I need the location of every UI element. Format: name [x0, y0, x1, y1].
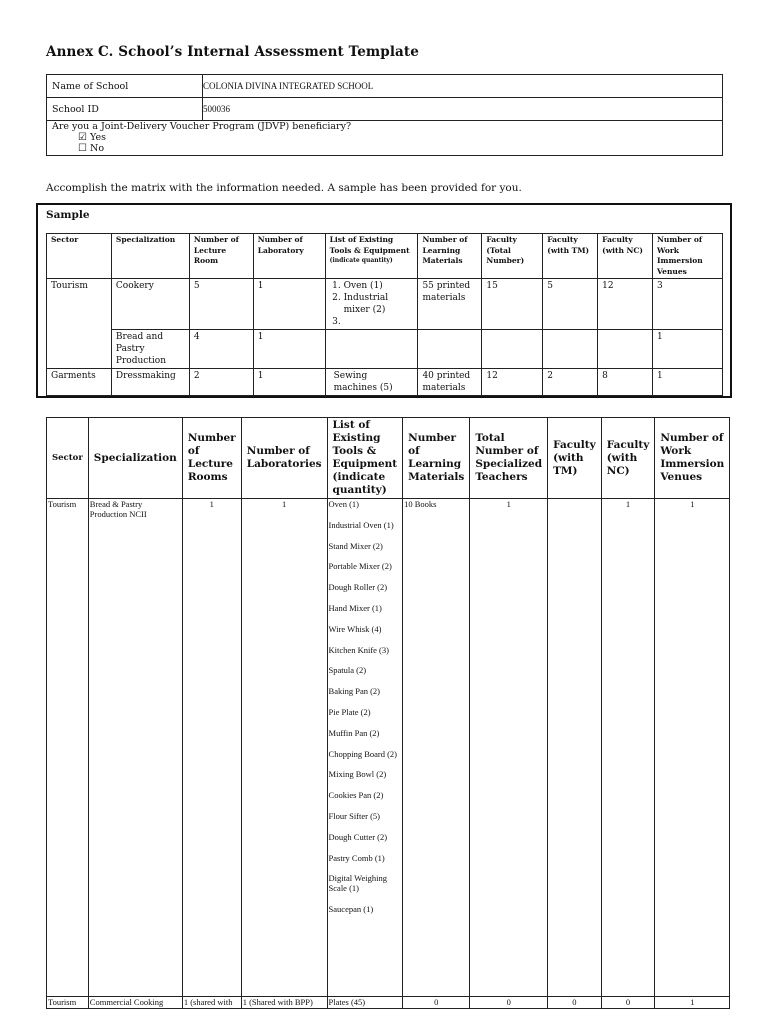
header-materials: Number of Learning Materials: [403, 418, 470, 499]
header-specialized-teachers: Total Number of Specialized Teachers: [470, 418, 548, 499]
cell-faculty-nc: 0: [601, 997, 655, 1009]
no-label: No: [90, 143, 105, 154]
cell-sector: Tourism: [47, 997, 89, 1009]
list-item: Dough Roller (2): [328, 582, 388, 593]
list-item: Wire Whisk (4): [328, 623, 382, 634]
cell-specialized-teachers: 1: [470, 499, 548, 997]
list-item: 1. Oven (1): [344, 280, 414, 292]
list-item: Spatula (2): [328, 665, 367, 676]
instruction-text: Accomplish the matrix with the information needed. A sample has been provided for you.: [46, 182, 522, 194]
cell-lecture: 1 (shared with: [182, 997, 241, 1009]
sample-cell-venues: 1: [653, 369, 723, 396]
list-item: Portable Mixer (2): [328, 561, 392, 572]
sample-cell-tools: Sewing machines (5): [325, 369, 418, 396]
sample-header-venues: Number of Work Immersion Venues: [653, 234, 723, 279]
list-item: Mixing Bowl (2): [328, 769, 387, 780]
sample-cell-sector: Tourism: [47, 279, 112, 369]
list-item: 2. Industrial mixer (2): [344, 292, 414, 316]
sample-cell-lab: 1: [253, 330, 325, 369]
sample-header-tools-label: List of Existing Tools & Equipment: [329, 235, 410, 255]
header-faculty-nc: Faculty (with NC): [601, 418, 655, 499]
list-item: Digital Weighing Scale (1): [328, 873, 387, 894]
list-item: Flour Sifter (5): [328, 810, 381, 821]
cell-venues: 1: [655, 499, 730, 997]
list-item: Baking Pan (2): [328, 686, 381, 697]
cell-lecture: 1: [182, 499, 241, 997]
list-item: Dough Cutter (2): [328, 831, 388, 842]
page-title: Annex C. School’s Internal Assessment Template: [46, 44, 419, 60]
sample-box: [36, 203, 732, 398]
sample-cell-lecture: 5: [189, 279, 253, 330]
yes-label: Yes: [90, 132, 106, 143]
cell-materials: 10 Books: [403, 499, 470, 997]
table-row: [47, 997, 730, 1009]
sample-header-faculty-nc: Faculty (with NC): [598, 234, 653, 279]
table-row: [47, 330, 723, 369]
school-id-label: School ID: [47, 98, 203, 121]
cell-specialized-teachers: 0: [470, 997, 548, 1009]
sample-cell-nc: 12: [598, 279, 653, 330]
sample-cell-total: [482, 330, 543, 369]
sample-cell-tm: 2: [543, 369, 598, 396]
list-item: Stand Mixer (2): [328, 540, 383, 551]
header-faculty-tm: Faculty (with TM): [548, 418, 602, 499]
list-item: Industrial Oven (1): [328, 519, 394, 530]
sample-cell-lab: 1: [253, 279, 325, 330]
cell-sector: Tourism: [47, 499, 89, 997]
jdvp-question-cell: [47, 121, 723, 156]
cell-spec: Commercial Cooking: [88, 997, 182, 1009]
sample-cell-venues: 1: [653, 330, 723, 369]
table-row: [47, 499, 730, 997]
header-venues: Number of Work Immersion Venues: [655, 418, 730, 499]
header-lecture-rooms: Number of Lecture Rooms: [182, 418, 241, 499]
cell-tools: [327, 499, 403, 997]
cell-spec: Bread & Pastry Production NCII: [88, 499, 182, 997]
sample-cell-total: 15: [482, 279, 543, 330]
list-item: Kitchen Knife (3): [328, 644, 389, 655]
sample-header-specialization: Specialization: [111, 234, 189, 279]
list-item: Pie Plate (2): [328, 706, 371, 717]
cell-lab: 1 (Shared with BPP): [241, 997, 327, 1009]
sample-cell-materials: 40 printed materials: [418, 369, 482, 396]
list-item: Saucepan (1): [328, 904, 374, 915]
sample-cell-tm: [543, 330, 598, 369]
sample-cell-venues: 3: [653, 279, 723, 330]
cell-lab: 1: [241, 499, 327, 997]
jdvp-option-no[interactable]: [52, 143, 717, 154]
list-item: Pastry Comb (1): [328, 852, 385, 863]
cell-venues: 1: [655, 997, 730, 1009]
sample-table: [46, 233, 723, 396]
table-row: [47, 369, 723, 396]
cell-materials: 0: [403, 997, 470, 1009]
sample-cell-sector: Garments: [47, 369, 112, 396]
cell-faculty-tm: 0: [548, 997, 602, 1009]
school-id-value: 500036: [203, 98, 723, 121]
sample-cell-total: 12: [482, 369, 543, 396]
sample-cell-spec: Dressmaking: [111, 369, 189, 396]
header-laboratories: Number of Laboratories: [241, 418, 327, 499]
sample-header-lecture-room: Number of Lecture Room: [189, 234, 253, 279]
school-info-table: [46, 74, 723, 156]
list-item: Cookies Pan (2): [328, 790, 384, 801]
sample-header-faculty-total: Faculty (Total Number): [482, 234, 543, 279]
sample-cell-tools: [325, 279, 418, 330]
header-specialization: Specialization: [88, 418, 182, 499]
sample-cell-spec: Bread and Pastry Production: [111, 330, 189, 369]
jdvp-option-yes[interactable]: [52, 132, 717, 143]
sample-cell-spec: Cookery: [111, 279, 189, 330]
sample-cell-lecture: 4: [189, 330, 253, 369]
checked-checkbox-icon[interactable]: ☑: [78, 132, 87, 143]
table-row: [47, 279, 723, 330]
list-item: Chopping Board (2): [328, 748, 398, 759]
list-item: Hand Mixer (1): [328, 602, 382, 613]
sample-cell-lecture: 2: [189, 369, 253, 396]
sample-cell-materials: 55 printed materials: [418, 279, 482, 330]
sample-cell-tools: [325, 330, 418, 369]
school-name-label: Name of School: [47, 75, 203, 98]
sample-header-materials: Number of Learning Materials: [418, 234, 482, 279]
school-name-value: COLONIA DIVINA INTEGRATED SCHOOL: [203, 75, 723, 98]
sample-title: Sample: [46, 209, 90, 221]
empty-checkbox-icon[interactable]: ☐: [78, 143, 87, 154]
list-item: Oven (1): [328, 499, 359, 509]
sample-cell-lab: 1: [253, 369, 325, 396]
sample-cell-nc: [598, 330, 653, 369]
cell-faculty-tm: [548, 499, 602, 997]
sample-header-sector: Sector: [47, 234, 112, 279]
list-item: Muffin Pan (2): [328, 727, 380, 738]
sample-header-laboratory: Number of Laboratory: [253, 234, 325, 279]
cell-tools: Plates (45): [327, 997, 403, 1009]
list-item: [344, 316, 414, 328]
sample-header-tools-note: (indicate quantity): [329, 257, 393, 264]
header-tools: List of Existing Tools & Equipment (indicate quantity): [327, 418, 403, 499]
assessment-table: [46, 417, 730, 1009]
jdvp-question: Are you a Joint-Delivery Voucher Program (JDVP) beneficiary?: [52, 121, 352, 132]
sample-header-faculty-tm: Faculty (with TM): [543, 234, 598, 279]
sample-cell-nc: 8: [598, 369, 653, 396]
sample-cell-tm: 5: [543, 279, 598, 330]
header-sector: Sector: [47, 418, 89, 499]
cell-faculty-nc: 1: [601, 499, 655, 997]
sample-header-tools: [325, 234, 418, 279]
sample-cell-materials: [418, 330, 482, 369]
